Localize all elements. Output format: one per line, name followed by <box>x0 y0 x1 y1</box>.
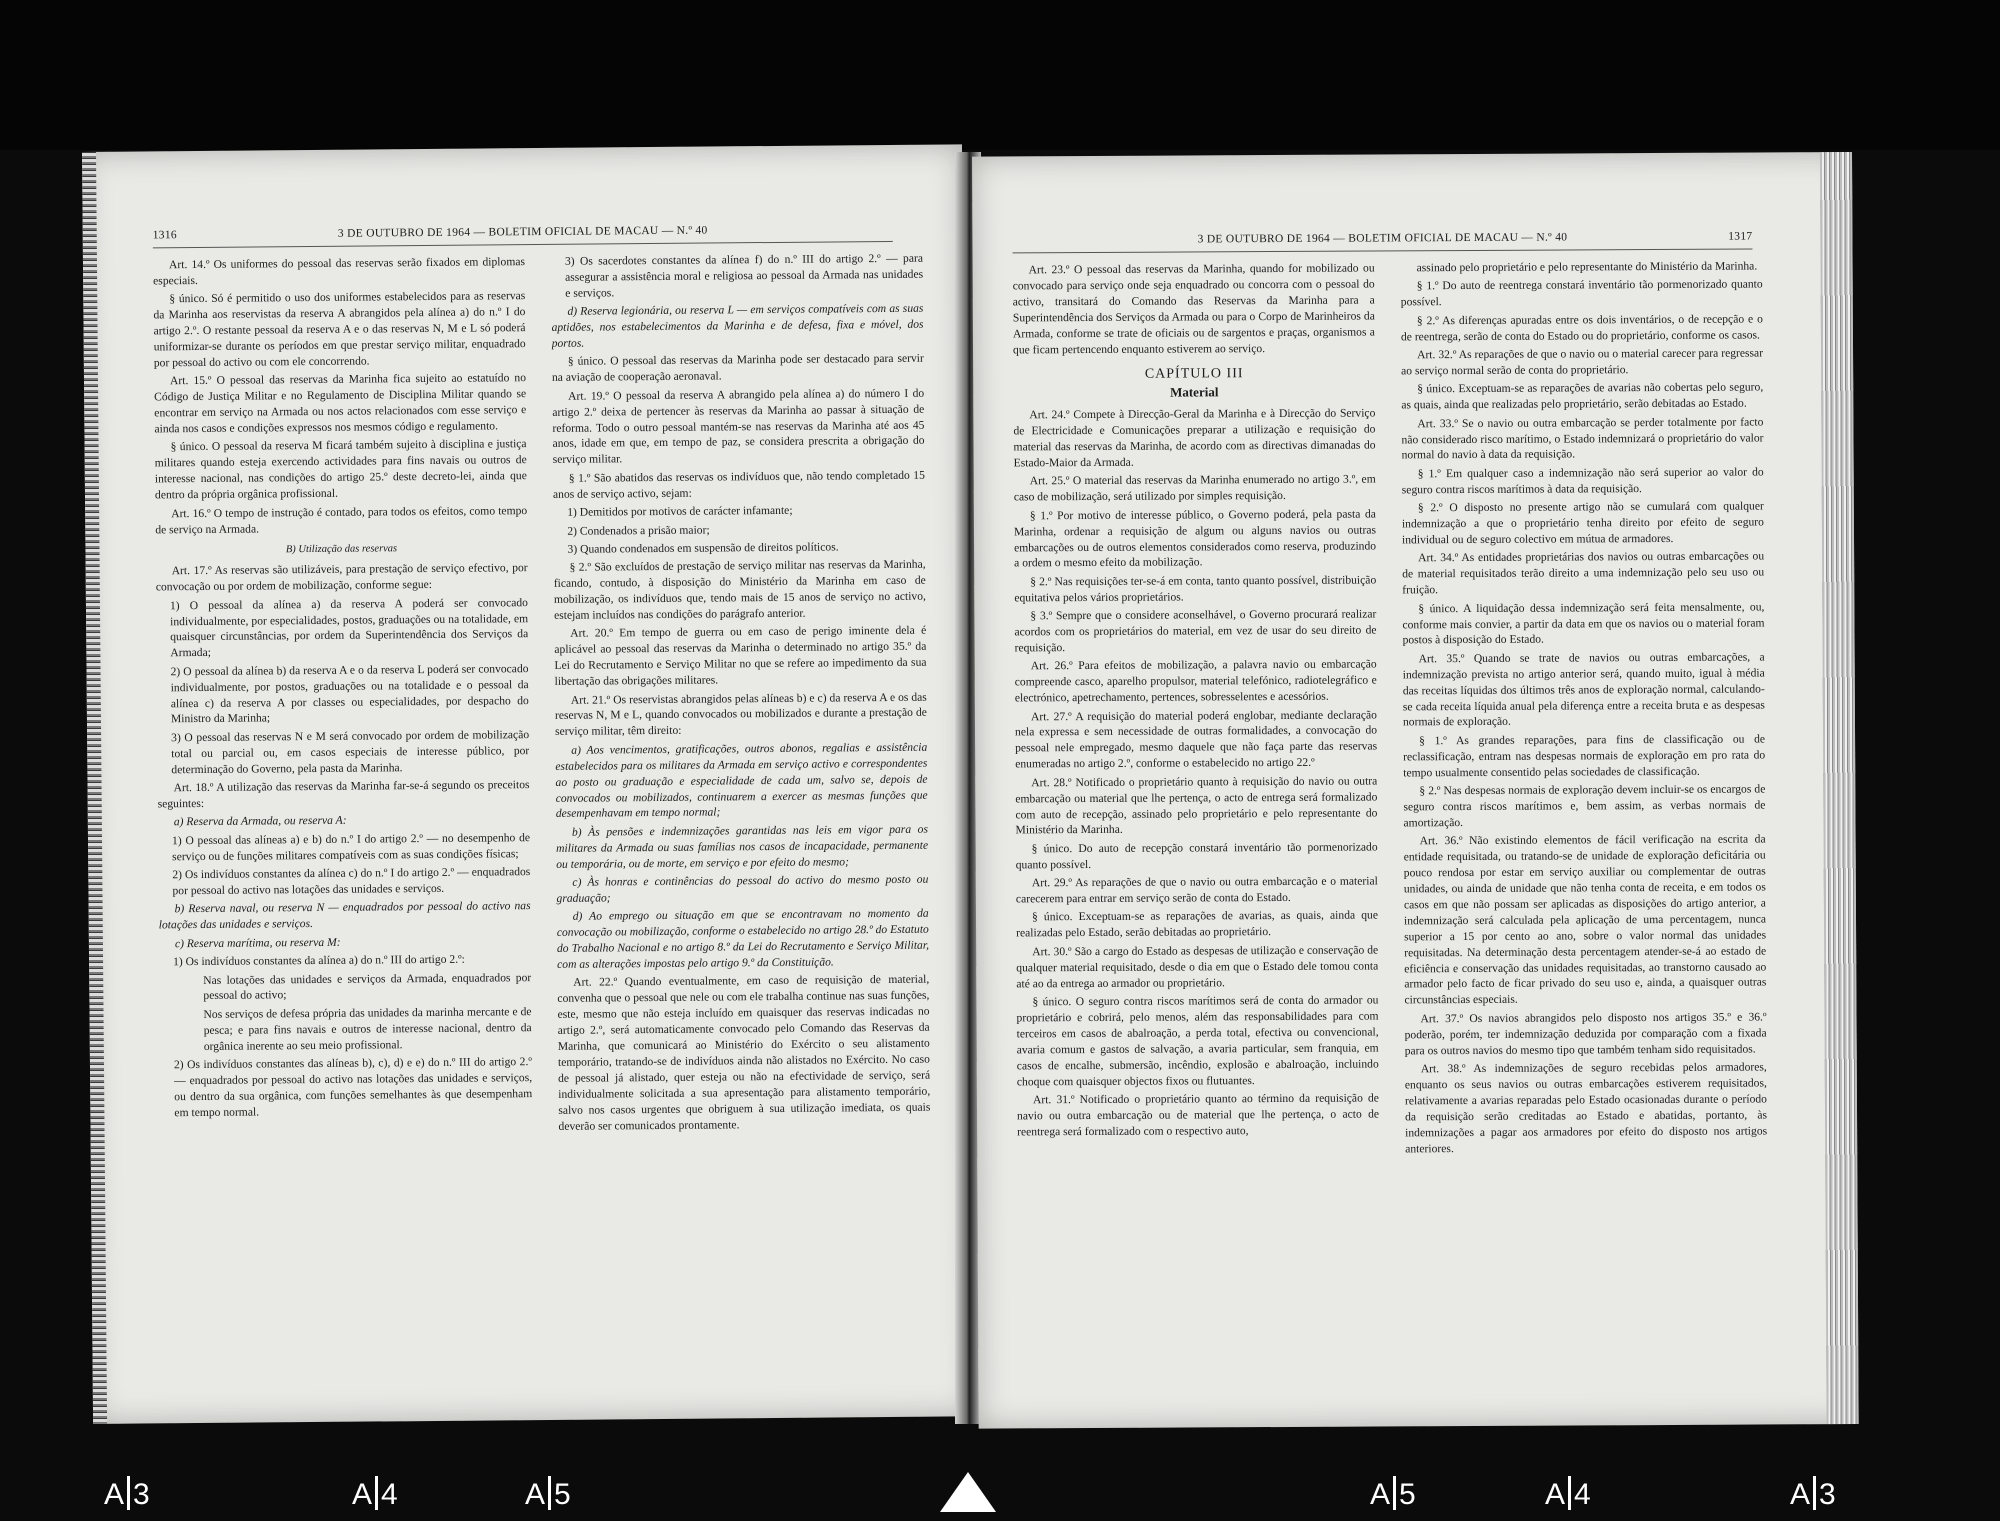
paragraph: § 2.º Nas despesas normais de exploração devem incluir-se os encargos de seguro contra riscos marítimos e, bem assim, as verbas normais de amortização. <box>1403 782 1766 830</box>
paragraph: 1) O pessoal das alíneas a) e b) do n.º I do artigo 2.º — no desempenho de serviço ou de funções militares compatíveis com as suas condições físicas; <box>171 830 531 863</box>
paragraph: d) Reserva legionária, ou reserva L — em serviços compatíveis com as suas aptidões, nos estabelecimentos da Marinha e de defesa, fixa e móvel, dos portos. <box>551 301 924 350</box>
paragraph: § único. Só é permitido o uso dos uniformes estabelecidos para as reservas da Marinha aos reservistas da reserva A abrangidos pela alínea a) do n.º I do artigo 2.º. O restante pessoal da reserva A e o das reservas N, M e L só poderá uniformizar-se durante os períodos em que prestar serviço militar, enquadrado por pessoal do activo ou com ele concorrendo. <box>153 289 526 370</box>
paragraph: § 2.º O disposto no presente artigo não se cumulará com qualquer indemnização a que o proprietário tenha direito por efeito de seguro individual ou de seguro colectivo em mútua de armadores. <box>1401 499 1764 547</box>
left-column-2 <box>551 251 933 1360</box>
paragraph: § único. Do auto de recepção constará inventário tão pormenorizado quanto possível. <box>1015 840 1378 872</box>
paragraph: Art. 21.º Os reservistas abrangidos pelas alíneas b) e c) da reserva A e os das reservas N, M e L, quando convocados ou mobilizados e durante a prestação de serviço militar, têm direito: <box>554 690 927 739</box>
paragraph: Art. 22.º Quando eventualmente, em caso de requisição de material, convenha que o pessoal que nele ou com ele trabalha continue nas suas funções, este, mesmo que não esteja incluído em quaisquer das reservas indicadas no artigo 2.º, será automaticamente convocado pelo Comando das Reservas da Marinha, que comunicará ao Ministério do Exército o seu alistamento temporário, tratando-se de indivíduos ainda não alistados no Exército. No caso de pessoal já alistado, quer esteja ou não na efectividade de serviço, será individualmente solicitada a sua apresentação para alistamento temporário, salvo nos casos urgentes que obriguem à sua utilização imediata, os quais deverão ser comunicados prontamente. <box>557 973 931 1133</box>
paragraph: Art. 15.º O pessoal das reservas da Marinha fica sujeito ao estatuído no Código de Justiça Militar e no Regulamento de Disciplina Militar quando se encontrar em serviço na Armada ou nos actos relacionados com esse serviço e ainda nos casos e condições expressos nos mesmos código e regulamento. <box>154 371 527 436</box>
paragraph: Art. 35.º Quando se trate de navios ou outras embarcações, a indemnização prevista no artigo anterior será, quando muito, igual à média das receitas líquidas dos últimos três anos de exploração normal, calculando-se cada receita líquida anual pela diferença entre a receita bruta e as despesas normais de exploração. <box>1402 650 1765 729</box>
chapter-heading: CAPÍTULO III <box>1144 366 1244 383</box>
film-mark: A 5 <box>1370 1478 1416 1511</box>
paragraph: Art. 33.º Se o navio ou outra embarcação se perder totalmente por facto não considerado risco marítimo, o Estado indemnizará o proprietário do valor normal do navio à data da requisição. <box>1401 415 1764 462</box>
paragraph: 1) Demitidos por motivos de carácter infamante; <box>567 503 793 519</box>
paragraph: § único. O seguro contra riscos marítimos será de conta do armador ou proprietário e cobrirá, pelo menos, além das responsabilidades para com terceiros em casos de abalroação, a perda total, efectiva ou convencional, avaria comum e gastos de salvação, a avaria particular, sem franquia, em casos de encalhe, submersão, incêndio, explosão e abalroação, incluindo choque com quaisquer objectos fixos ou flutuantes. <box>1016 993 1379 1088</box>
paragraph: Art. 36.º Não existindo elementos de fácil verificação na escrita da entidade requisitada, ou tratando-se de unidade de exploração deficitária ou pouco rendosa por estar em serviço auxiliar ou complementar de outras unidades, ou ainda de unidade que não tenha conta de receita, e em todos os casos em que não possam ser aplicadas as disposições do artigo anterior, a indemnização será calculada pela aplicação de uma percentagem, nunca superior a 15 por cento ao ano, sobre o valor normal das unidades requisitadas. Na determinação desta percentagem atender-se-á ao estado de eficiência e conservação das unidades requisitadas, ao transtorno causado ao armador pelo facto de ficar privado do seu uso e, ainda, a quaisquer outras circunstâncias especiais. <box>1403 832 1767 1007</box>
paragraph: § 2.º As diferenças apuradas entre os dois inventários, o de recepção e o de reentrega, serão de conta do Estado ou do proprietário, conforme os casos. <box>1400 312 1763 343</box>
paragraph: 2) Os indivíduos constantes da alínea c) do n.º I do artigo 2.º — enquadrados por pessoal do activo nas lotações das unidades e serviços. <box>172 865 531 898</box>
paragraph: Art. 20.º Em tempo de guerra ou em caso de perigo iminente dela é aplicável ao pessoal das reservas da Marinha o determinado no artigo 35.º da Lei do Recrutamento e Serviço Militar no que se refere ao impedimento da sua libertação das obrigações militares. <box>554 624 927 689</box>
paragraph: § único. O pessoal da reserva M ficará também sujeito à disciplina e justiça militares quando esteja exercendo actividades para fins navais ou outros de interesse nacional, nas condições do artigo 25.º deste decreto-lei, ainda que dentro da própria orgânica profissional. <box>154 437 527 502</box>
film-mark: A 3 <box>104 1478 150 1511</box>
film-mark: A 3 <box>1790 1478 1836 1511</box>
paragraph: 3) O pessoal das reservas N e M será convocado por ordem de mobilização total ou parcial ou, em casos especiais de interesse público, por determinação do Governo, pela pasta da Marinha. <box>171 727 530 776</box>
paragraph: Art. 31.º Notificado o proprietário quanto ao término da requisição de navio ou outra embarcação ou de material que lhe pertença, o acto de reentrega será formalizado com o respectivo auto, <box>1017 1091 1380 1139</box>
film-mark: A 4 <box>352 1478 398 1511</box>
paragraph: Art. 29.º As reparações de que o navio ou outra embarcação e o material carecerem para entrar em serviço serão de conta do Estado. <box>1015 874 1378 906</box>
right-column-2 <box>1401 258 1769 1366</box>
paragraph: Art. 16.º O tempo de instrução é contado, para todos os efeitos, como tempo de serviço na Armada. <box>155 503 528 536</box>
film-marks <box>0 1470 2000 1521</box>
paragraph: a) Reserva da Armada, ou reserva A: <box>173 814 347 829</box>
paragraph: 3) Os sacerdotes constantes da alínea f) do n.º III do artigo 2.º — para assegurar a assistência moral e religiosa ao pessoal da Armada nas unidades e serviços. <box>564 251 924 300</box>
paragraph: Art. 25.º O material das reservas da Marinha enumerado no artigo 3.º, em caso de mobilização, será utilizado por simples requisição. <box>1013 472 1376 504</box>
paragraph: § único. O pessoal das reservas da Marinha pode ser destacado para servir na aviação de cooperação aeronaval. <box>551 352 924 385</box>
paragraph: 3) Quando condenados em suspensão de direitos políticos. <box>567 540 839 556</box>
left-running-head <box>153 223 893 248</box>
paragraph: Art. 14.º Os uniformes do pessoal das reservas serão fixados em diplomas especiais. <box>153 255 526 288</box>
left-page <box>82 144 973 1424</box>
paragraph: § 2.º Nas requisições ter-se-á em conta, tanto quanto possível, distribuição equitativa pelos vários proprietários. <box>1014 573 1377 605</box>
left-columns <box>153 251 933 1364</box>
film-mark: A 4 <box>1545 1478 1591 1511</box>
paragraph: Art. 37.º Os navios abrangidos pelo disposto nos artigos 35.º e 36.º poderão, porém, ter indemnização deduzida por comparação com a fixada para os outros navios do mesmo tipo que também tenham sido requisitados. <box>1404 1010 1767 1057</box>
paragraph: § único. A liquidação dessa indemnização será feita mensalmente, ou, conforme mais convier, a partir da data em que os navios ou o material foram postos à disposição do Estado. <box>1402 600 1765 647</box>
paragraph: § 1.º Em qualquer caso a indemnização não será superior ao valor do seguro contra riscos marítimos à data da requisição. <box>1401 465 1764 497</box>
paragraph: Art. 38.º As indemnizações de seguro recebidas pelos armadores, enquanto os seus navios ou outras embarcações estiverem requisitados, relativamente a avarias reparadas pelo Estado ocasionadas durante o período da requisição serão creditadas ao Estado e abatidas, portanto, às indemnizações a pagar aos armadores por efeito do disposto nos artigos anteriores. <box>1404 1060 1768 1155</box>
paragraph: Art. 27.º A requisição do material poderá englobar, mediante declaração nela expressa e sem necessidade de outras formalidades, a convocação do pessoal nele empregado, mesmo daquele que não faça parte das reservas enumeradas no artigo 2.º, conforme o estabelecido no artigo 22.º <box>1014 708 1378 771</box>
paragraph: assinado pelo proprietário e pelo representante do Ministério da Marinha. <box>1416 259 1758 275</box>
right-column-1 <box>1013 261 1381 1369</box>
paragraph: 2) Condenados a prisão maior; <box>567 523 710 538</box>
right-page-number: 1317 <box>1728 230 1753 243</box>
left-column-1 <box>153 254 535 1363</box>
paragraph: 2) O pessoal da alínea b) da reserva A e o da reserva L poderá ser convocado individualmente, por postos, graduações ou na totalidade e o pessoal da alínea c) da reserva A por classes ou especialidades, por despacho do Ministro da Marinha; <box>170 661 529 726</box>
right-header-title: 3 DE OUTUBRO DE 1964 — BOLETIM OFICIAL DE MACAU — N.º 40 <box>1197 231 1568 246</box>
paragraph: § único. Exceptuam-se as reparações de avarias não cobertas pelo seguro, as quais, ainda que realizadas pelo proprietário, serão debitadas ao Estado. <box>1401 380 1764 412</box>
paragraph: Art. 30.º São a cargo do Estado as despesas de utilização e conservação de qualquer material requisitado, desde o dia em que o Estado dele tomou conta até ao da entrega ao armador ou proprietário. <box>1016 943 1379 990</box>
paragraph: § 1.º As grandes reparações, para fins de classificação ou de reclassificação, entram nas despesas normais de exploração em pro rata do tempo usualmente consentido pelas sociedades de classificação. <box>1403 732 1766 780</box>
paragraph: 1) Os indivíduos constantes da alínea a) do n.º III do artigo 2.º: <box>173 952 465 969</box>
section-heading: B) Utilização das reservas <box>285 543 398 556</box>
paragraph: 2) Os indivíduos constantes das alíneas b), c), d) e e) do n.º III do artigo 2.º — enquadrados por pessoal do activo nas lotações das unidades e serviços, ou dentro da sua orgânica, com funções semelhantes às que desempenham em tempo normal. <box>173 1055 533 1120</box>
paragraph: § 1.º São abatidos das reservas os indivíduos que, não tendo completado 15 anos de serviço activo, sejam: <box>552 468 925 501</box>
paragraph: Art. 23.º O pessoal das reservas da Marinha, quando for mobilizado ou convocado para serviço onde seja enquadrado ou concorra com o pessoal do activo, transitará do Comando das Reservas da Marinha para a Superintendência dos Serviços da Armada ou para o Corpo de Marinheiros da Armada, conforme se trate de oficiais ou de sargentos e praças, organismos a que ficam pertencendo enquanto estiverem ao serviço. <box>1012 261 1375 356</box>
left-header-title: 3 DE OUTUBRO DE 1964 — BOLETIM OFICIAL DE MACAU — N.º 40 <box>337 224 708 240</box>
paragraph: § 1.º Do auto de reentrega constará inventário tão pormenorizado quanto possível. <box>1400 277 1763 309</box>
paragraph: Art. 24.º Compete à Direcção-Geral da Marinha e à Direcção do Serviço de Electricidade e Comunicações preparar a utilização e requisição do material das reservas da Marinha, de acordo com as directivas dimanadas do Estado-Maior da Armada. <box>1013 406 1376 470</box>
paragraph: § 2.º São excluídos de prestação de serviço militar nas reservas da Marinha, ficando, contudo, à disposição do Ministério da Marinha em caso de mobilização, os indivíduos que, tendo mais de 15 anos de serviço no activo, estejam incluídos nas condições do parágrafo anterior. <box>553 557 926 622</box>
paragraph: Art. 19.º O pessoal da reserva A abrangido pela alínea a) do número I do artigo 2.º deixa de pertencer às reservas da Marinha ao passar à situação de reforma. Todo o outro pessoal mantém-se nas reservas da Marinha até aos 45 anos, idade em que, em tempo de paz, se considera prescrita a obrigação do serviço militar. <box>552 386 925 467</box>
paragraph: § 1.º Por motivo de interesse público, o Governo poderá, pela pasta da Marinha, ordenar a requisição de algum ou alguns navios ou outras embarcações ou de outros elementos considerados como reserva, produzindo a ordem o mesmo efeito da mobilização. <box>1013 507 1377 570</box>
paragraph: § 3.º Sempre que o considere aconselhável, o Governo procurará realizar acordos com os proprietários do material, em vez de usar do seu direito de requisição. <box>1014 607 1377 655</box>
paragraph: Art. 28.º Notificado o proprietário quanto à requisição do navio ou outra embarcação ou material que lhe pertença, o acto de entrega será formalizado com auto de recepção, assinado pelo proprietário e pelo representante do Ministério da Marinha. <box>1015 774 1378 837</box>
paragraph: Nos serviços de defesa própria das unidades da marinha mercante e de pesca; e para fins navais e outros de interesse nacional, dentro da orgânica inerente ao seu meio profissional. <box>203 1004 532 1053</box>
paragraph: c) Às honras e continências do pessoal do activo do mesmo posto ou graduação; <box>556 872 929 905</box>
right-page <box>972 152 1859 1429</box>
right-running-head <box>1012 231 1752 254</box>
paragraph: d) Ao emprego ou situação em que se encontravam no momento da convocação ou mobilização, conforme o estabelecido no artigo 28.º do Estatuto do Trabalho Nacional e no artigo 8.º da Lei do Recrutamento e Serviço Militar, com as alterações impostas pelo artigo 9.º da Constituição. <box>556 906 930 971</box>
paragraph: Art. 26.º Para efeitos de mobilização, a palavra navio ou embarcação compreende casco, aparelho propulsor, material telefónico, radiotelegráfico e electrónico, apetrechamento, pertences, sobresselentes e acessórios. <box>1014 657 1377 705</box>
paragraph: 1) O pessoal da alínea a) da reserva A poderá ser convocado individualmente, por especialidades, postos, graduações ou na totalidade, em quaisquer circunstâncias, por ordem da Superintendência dos Serviços da Armada; <box>169 595 529 660</box>
paragraph: Nas lotações das unidades e serviços da Armada, enquadrados por pessoal do activo; <box>203 970 532 1003</box>
paragraph: b) Reserva naval, ou reserva N — enquadrados por pessoal do activo nas lotações das unidades e serviços. <box>158 899 531 932</box>
paragraph: Art. 32.º As reparações de que o navio ou o material carecer para regressar ao serviço normal serão de conta do proprietário. <box>1401 346 1764 378</box>
scanner-background <box>0 0 2000 150</box>
film-mark: A 5 <box>525 1478 571 1511</box>
paragraph: a) Aos vencimentos, gratificações, outros abonos, regalias e assistência estabelecidos para os militares da Armada em serviço activo e correspondentes ao posto ou graduação e especialidade de cada um, salvo se, depois de convocados ou mobilizados, continuarem a exercer as mesmas funções que desempenhavam em tempo normal; <box>555 740 928 821</box>
paragraph: Art. 34.º As entidades proprietárias dos navios ou outras embarcações ou de material requisitados terão direito a uma indemnização pelo seu uso ou fruição. <box>1402 549 1765 597</box>
right-columns <box>1013 258 1769 1368</box>
paragraph: Art. 18.º A utilização das reservas da Marinha far-se-á segundo os preceitos seguintes: <box>157 778 530 811</box>
paragraph: § único. Exceptuam-se as reparações de avarias, as quais, ainda que realizadas pelo Estado, serão debitadas ao proprietário. <box>1016 908 1379 940</box>
paragraph: c) Reserva marítima, ou reserva M: <box>174 935 341 950</box>
paragraph: Art. 17.º As reservas são utilizáveis, para prestação de serviço efectivo, por convocação ou por ordem de mobilização, conforme segue: <box>155 561 528 594</box>
paragraph: b) Às pensões e indemnizações garantidas nas leis em vigor para os militares da Armada ou suas famílias nos casos de incapacidade, permanente ou temporária, ou de morte, em serviço e por efeito do mesmo; <box>556 822 929 871</box>
chapter-title: Material <box>1170 384 1219 400</box>
left-page-number: 1316 <box>152 229 177 242</box>
